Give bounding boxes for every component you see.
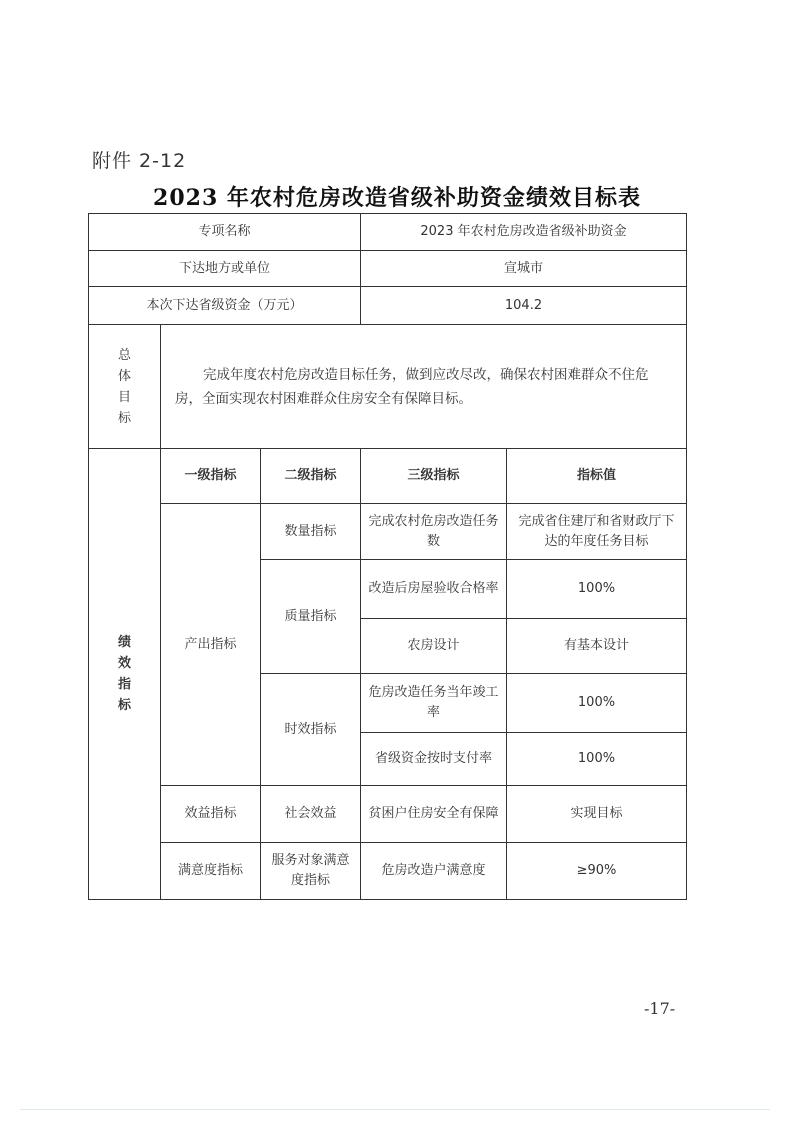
recipient-value: 宣城市 [361, 251, 687, 287]
info-row-funds [89, 287, 687, 325]
quality-level3-2: 农房设计 [361, 619, 507, 674]
quantity-level3: 完成农村危房改造任务数 [361, 504, 507, 560]
document-title: 2023 年农村危房改造省级补助资金绩效目标表 [153, 185, 641, 211]
table-row [89, 843, 687, 900]
recipient-label: 下达地方或单位 [89, 251, 361, 287]
output-indicator-label: 产出指标 [161, 504, 261, 786]
timeliness-level3-2: 省级资金按时支付率 [361, 733, 507, 786]
info-row-recipient [89, 251, 687, 287]
quantity-value: 完成省住建厅和省财政厅下达的年度任务目标 [507, 504, 687, 560]
project-name-value: 2023 年农村危房改造省级补助资金 [361, 214, 687, 251]
quality-value-2: 有基本设计 [507, 619, 687, 674]
timeliness-value-1: 100% [507, 674, 687, 733]
overall-goal-row [89, 325, 687, 449]
table-row [89, 504, 687, 560]
timeliness-value-2: 100% [507, 733, 687, 786]
info-row-project-name [89, 214, 687, 251]
bottom-divider [20, 1109, 770, 1110]
timeliness-level3-1: 危房改造任务当年竣工率 [361, 674, 507, 733]
quantity-indicator-label: 数量指标 [261, 504, 361, 560]
satisfaction-indicator-label: 满意度指标 [161, 843, 261, 900]
benefit-value: 实现目标 [507, 786, 687, 843]
performance-target-table [88, 213, 687, 900]
performance-indicators-label [89, 449, 161, 900]
overall-goal-text [161, 325, 687, 449]
table-row [89, 786, 687, 843]
quality-indicator-label: 质量指标 [261, 560, 361, 674]
page-number: -17- [644, 999, 676, 1018]
social-benefit-label: 社会效益 [261, 786, 361, 843]
benefit-indicator-label: 效益指标 [161, 786, 261, 843]
header-value: 指标值 [507, 449, 687, 504]
header-level2: 二级指标 [261, 449, 361, 504]
indicator-header-row [89, 449, 687, 504]
timeliness-indicator-label: 时效指标 [261, 674, 361, 786]
quality-value-1: 100% [507, 560, 687, 619]
header-level3: 三级指标 [361, 449, 507, 504]
benefit-level3: 贫困户住房安全有保障 [361, 786, 507, 843]
header-level1: 一级指标 [161, 449, 261, 504]
overall-goal-label [89, 325, 161, 449]
quality-level3-1: 改造后房屋验收合格率 [361, 560, 507, 619]
satisfaction-value: ≥90% [507, 843, 687, 900]
funds-value: 104.2 [361, 287, 687, 325]
overall-goal-label-text: 总体目标 [117, 347, 131, 426]
satisfaction-level3: 危房改造户满意度 [361, 843, 507, 900]
performance-indicators-label-text: 绩效指标 [117, 635, 131, 713]
overall-goal-text-content: 完成年度农村危房改造目标任务，做到应改尽改，确保农村困难群众不住危房，全面实现农村困难群众住房安全有保障目标。 [175, 366, 649, 407]
service-satisfaction-label: 服务对象满意度指标 [261, 843, 361, 900]
funds-label: 本次下达省级资金（万元） [89, 287, 361, 325]
project-name-label: 专项名称 [89, 214, 361, 251]
attachment-label: 附件 2-12 [92, 150, 187, 172]
